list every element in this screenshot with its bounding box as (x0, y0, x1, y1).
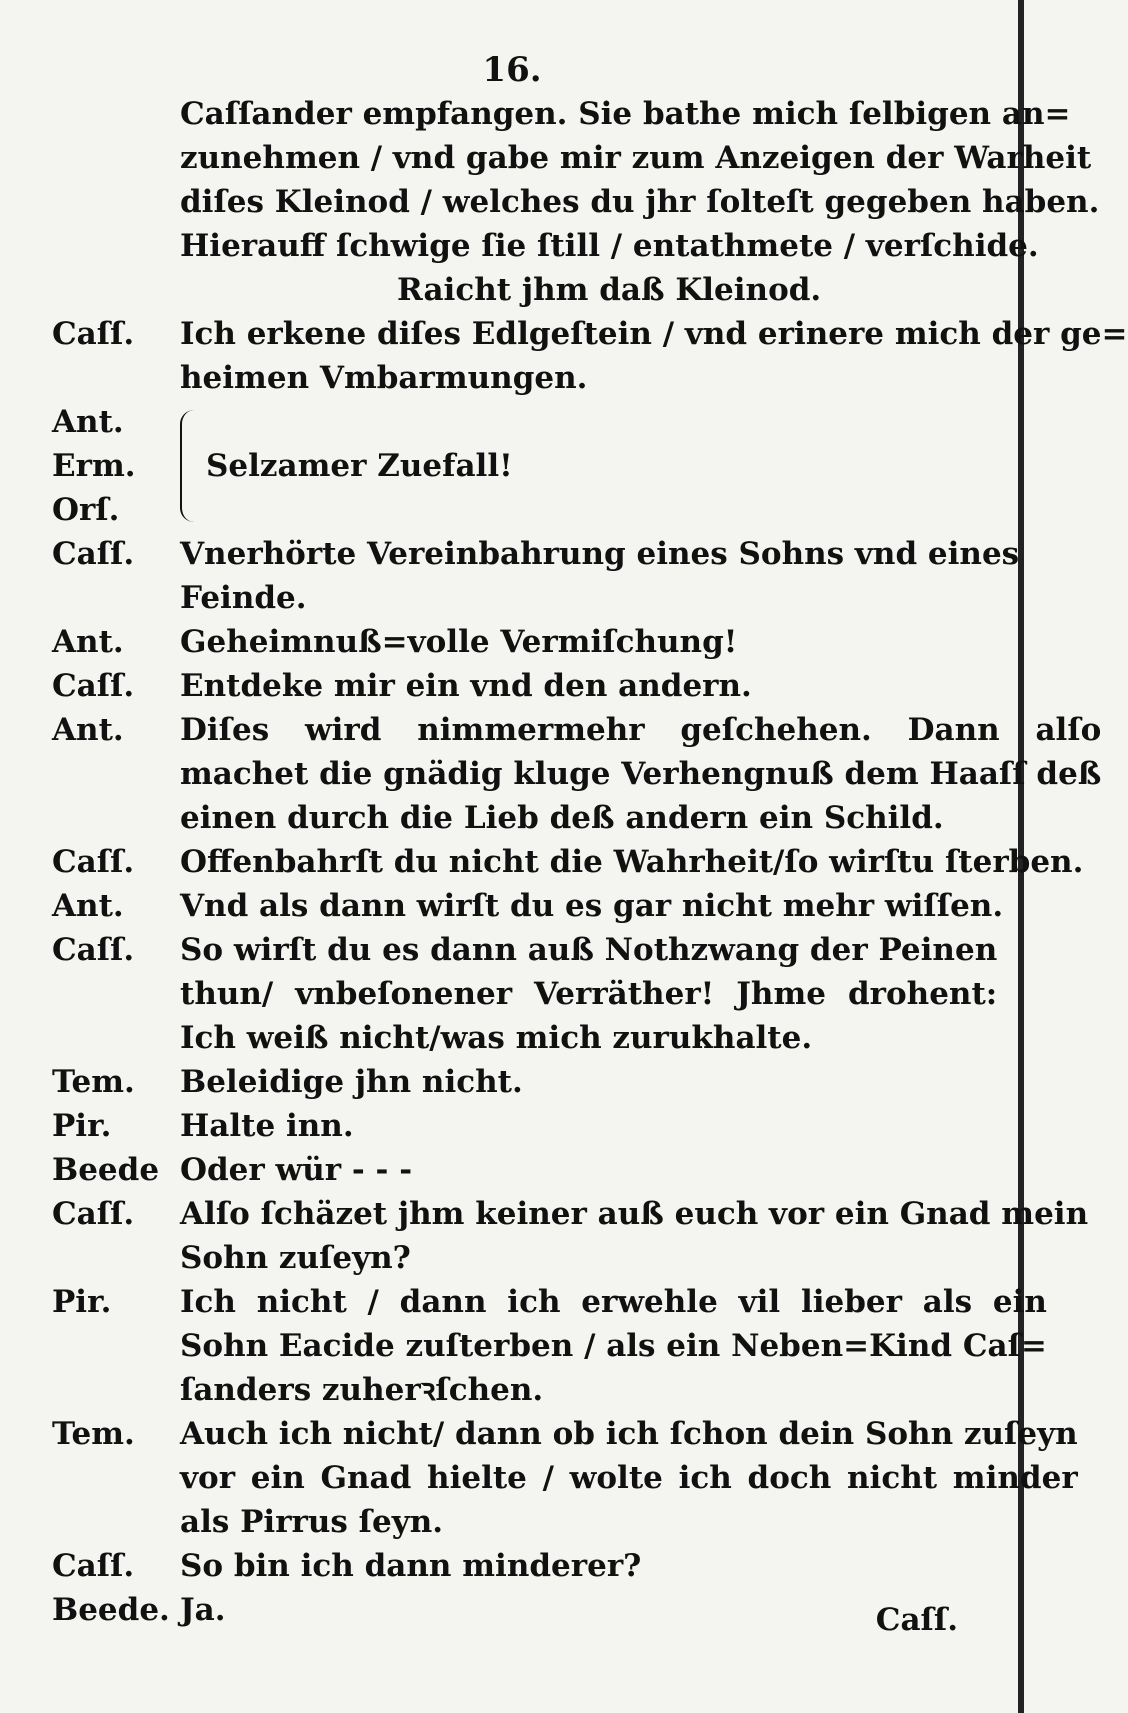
speech-text (180, 1060, 972, 1104)
speech-line: Alſo ſchäzet jhm keiner auß euch vor ein Gnad mein (180, 1196, 1089, 1232)
text-line: zunehmen / vnd gabe mir zum Anzeigen der Warheit (180, 140, 1092, 176)
opening-passage (52, 92, 1100, 268)
speaker-name: Caſſ. (52, 844, 135, 880)
dialogue-block (52, 312, 1128, 400)
speech-line: Oder wür - - - (180, 1152, 413, 1188)
dialogue-row (52, 532, 1020, 620)
speech-text (180, 1148, 972, 1192)
speech-line: Entdeke mir ein vnd den andern. (180, 668, 752, 704)
speech-line: Vnd als dann wirſt du es gar nicht mehr wiſſen. (180, 888, 1004, 924)
speaker-name: Ant. (52, 404, 124, 440)
speaker-name: Pir. (52, 1108, 112, 1144)
speech-line: Sohn zuſeyn? (180, 1240, 411, 1276)
speech-line: So wirſt du es dann auß Nothzwang der Peinen (180, 932, 998, 968)
speech-text (180, 840, 1083, 884)
dialogue-row (52, 1280, 1047, 1412)
speech-line: Beleidige jhn nicht. (180, 1064, 523, 1100)
speaker-name: Pir. (52, 1284, 112, 1320)
dialogue-row (52, 1148, 972, 1192)
speech-text (180, 884, 1003, 928)
speech-line: Diſes wird nimmermehr geſchehen. Dann alſo (180, 712, 1102, 748)
dialogue-row (52, 1544, 972, 1588)
text-line: Hierauff ſchwige ſie ſtill / entathmete / verſchide. (180, 228, 1039, 264)
speaker-name: Caſſ. (52, 536, 135, 572)
speech-line: Ich erkene diſes Edlgeſtein / vnd erinere mich der ge= (180, 316, 1128, 352)
speaker-name: Beede (52, 1152, 160, 1188)
speech-line: machet die gnädig kluge Verhengnuß dem Haaſſ deß (180, 756, 1102, 792)
speaker-name: Caſſ. (52, 668, 135, 704)
speech-text (180, 928, 997, 1060)
speech-line: Selzamer Zuefall! (206, 448, 513, 484)
speech-line: Sohn Eacide zuſterben / als ein Neben=Kind Caſ= (180, 1328, 1047, 1364)
text-line: Caſſander empfangen. Sie bathe mich ſelbigen an= (180, 96, 1071, 132)
dialogue-row (52, 1588, 972, 1632)
brace-mark (180, 410, 198, 522)
stage-direction: Raicht jhm daß Kleinod. (397, 272, 822, 308)
dialogue-block (52, 532, 1102, 1632)
speech-line: Geheimnuß=volle Vermiſchung! (180, 624, 738, 660)
speech-text (180, 1412, 1078, 1544)
speaker-name: Tem. (52, 1064, 135, 1100)
dialogue-row (52, 1104, 972, 1148)
speaker-name: Caſſ. (52, 1548, 135, 1584)
speaker-name: Tem. (52, 1416, 135, 1452)
speech-line: Auch ich nicht/ dann ob ich ſchon dein Sohn zuſeyn (180, 1416, 1078, 1452)
speech-line: ſanders zuherꝛſchen. (180, 1372, 544, 1408)
speech-text (180, 664, 972, 708)
speech-line: als Pirrus ſeyn. (180, 1504, 444, 1540)
speaker-name: Ant. (52, 888, 124, 924)
speech-line: Ja. (180, 1592, 226, 1628)
speaker-name: Ant. (52, 712, 124, 748)
speech-text (180, 1192, 1088, 1280)
speech-line: einen durch die Lieb deß andern ein Schild. (180, 800, 944, 836)
dialogue-row (52, 1192, 1089, 1280)
speech-text (180, 1280, 1047, 1412)
speech-text (180, 620, 972, 664)
speaker-name: Ant. (52, 624, 124, 660)
page-number: 16. (482, 50, 542, 90)
dialogue-row (52, 312, 1128, 400)
speaker-name: Caſſ. (52, 932, 135, 968)
speech-line: thun/ vnbeſonener Verräther! Jhme drohent: (180, 976, 998, 1012)
speaker-group-names (52, 400, 180, 532)
speech-line: vor ein Gnad hielte / wolte ich doch nicht minder (180, 1460, 1078, 1496)
dialogue-row (52, 840, 1084, 884)
text-line: diſes Kleinod / welches du jhr ſolteſt gegeben haben. (180, 184, 1100, 220)
speech-text (180, 708, 1101, 840)
speech-line: So bin ich dann minderer? (180, 1548, 642, 1584)
speech-text (180, 532, 1019, 620)
speech-text (180, 1544, 972, 1588)
dialogue-row (52, 708, 1102, 840)
speech-line: Vnerhörte Vereinbahrung eines Sohns vnd eines (180, 536, 1020, 572)
speaker-name: Orſ. (52, 492, 120, 528)
speech-line: Feinde. (180, 580, 307, 616)
speech-line: Ich weiß nicht/was mich zurukhalte. (180, 1020, 813, 1056)
dialogue-row (52, 1412, 1078, 1544)
speaker-name: Beede. (52, 1592, 170, 1628)
catchword: Caſſ. (875, 1602, 958, 1638)
dialogue-row (52, 664, 972, 708)
speech-text (180, 1588, 972, 1632)
speaker-name: Erm. (52, 448, 136, 484)
speech-text (180, 1104, 972, 1148)
speaker-name: Caſſ. (52, 316, 135, 352)
speech-line: Ich nicht / dann ich erwehle vil lieber als ein (180, 1284, 1047, 1320)
dialogue-row (52, 1060, 972, 1104)
speaker-group (52, 400, 972, 532)
speaker-name: Caſſ. (52, 1196, 135, 1232)
dialogue-row (52, 928, 998, 1060)
dialogue-row (52, 884, 1004, 928)
speech-line: Halte inn. (180, 1108, 354, 1144)
speech-text (180, 312, 1128, 400)
dialogue-row (52, 620, 972, 664)
speech-line: Offenbahrſt du nicht die Wahrheit/ſo wirſtu ſterben. (180, 844, 1084, 880)
speech-line: heimen Vmbarmungen. (180, 360, 588, 396)
page-text (52, 92, 1128, 1632)
